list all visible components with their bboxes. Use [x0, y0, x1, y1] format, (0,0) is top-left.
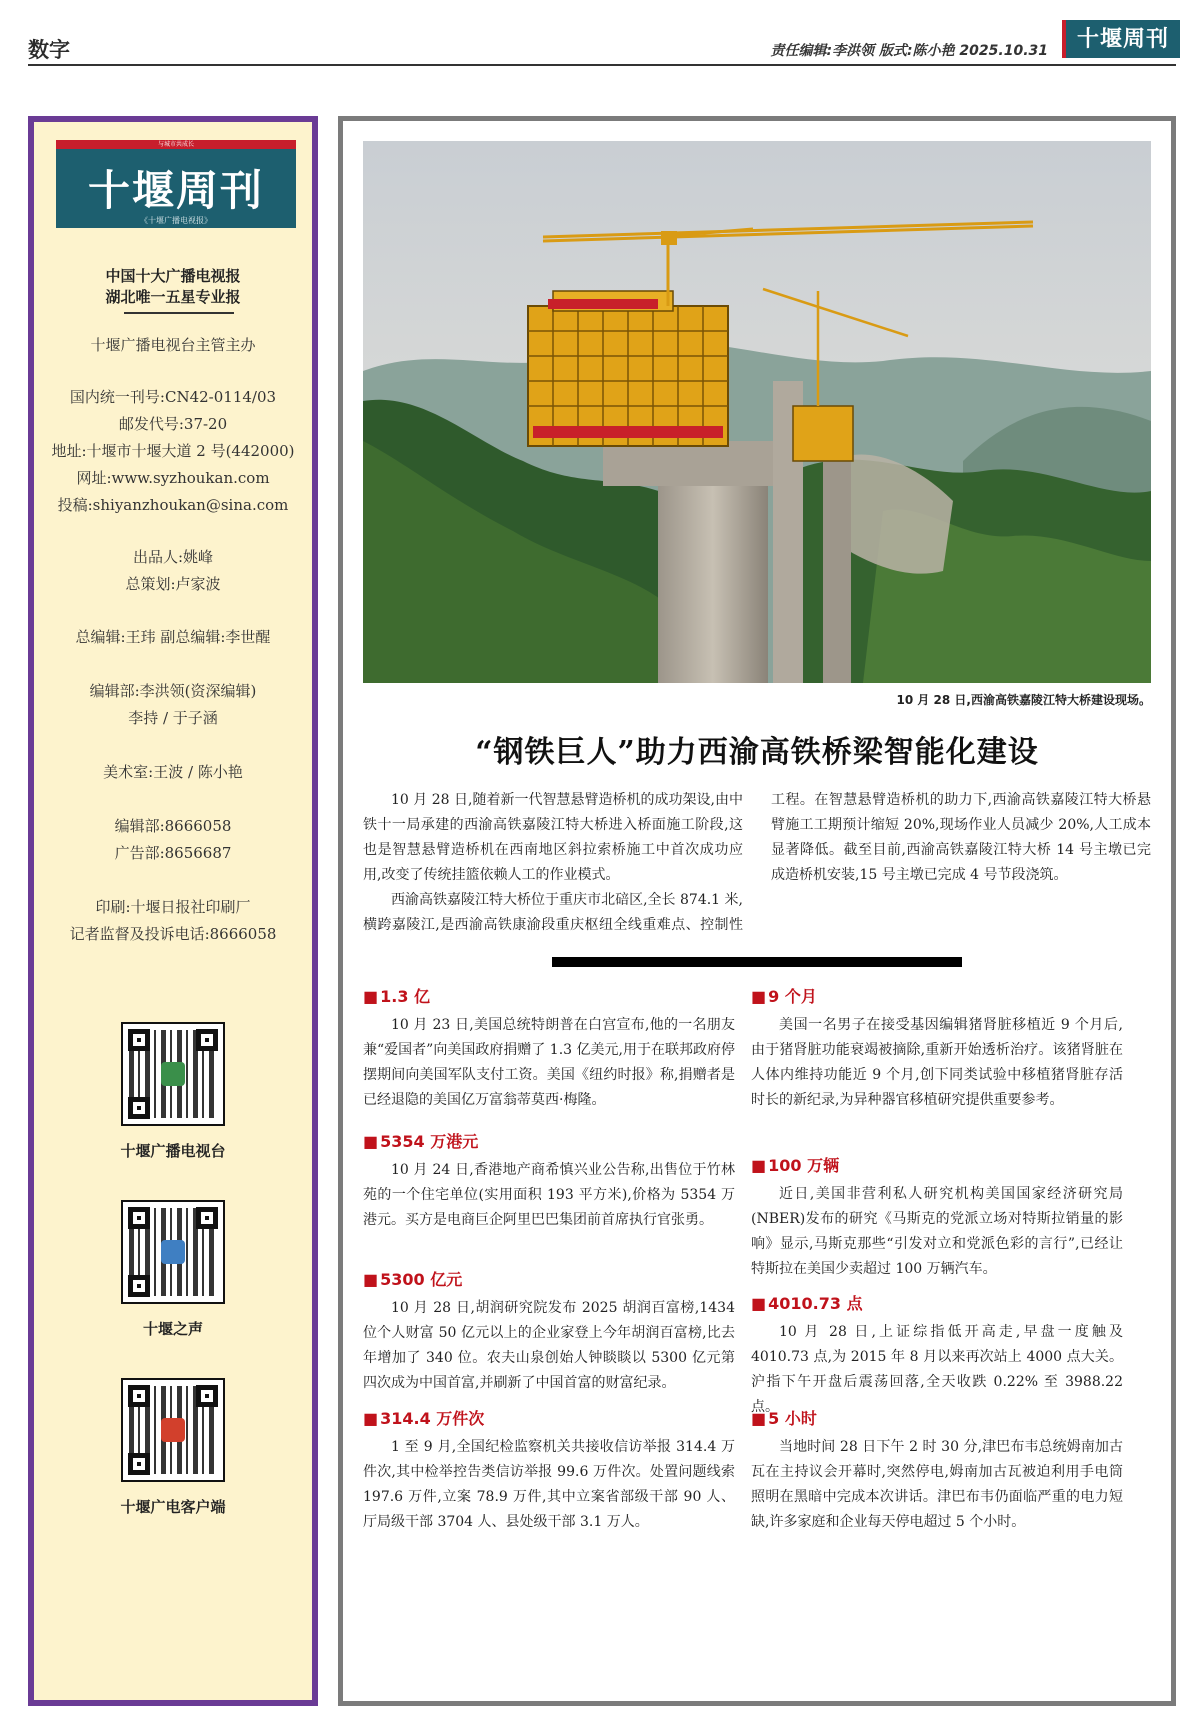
sponsor-line: 十堰广播电视台主管主办 — [90, 336, 256, 354]
masthead-logo — [56, 140, 296, 228]
qr-label: 十堰广播电视台 — [120, 1142, 226, 1160]
news-body: 近日,美国非营利私人研究机构美国国家经济研究局(NBER)发布的研究《马斯克的党派立场对特斯拉销量的影响》显示,马斯克那些“引发对立和党派色彩的言行”,已经让特斯拉在美国少卖超过 100 万辆汽车。 — [751, 1186, 1123, 1277]
news-body: 美国一名男子在接受基因编辑猪肾脏移植近 9 个月后,由于猪肾脏功能衰竭被摘除,重新开始透析治疗。该猪肾脏在人体内维持功能近 9 个月,创下同类试验中移植猪肾脏存活时长的新纪录,为异种器官移植研究提供重要参考。 — [751, 1017, 1123, 1108]
main-panel — [338, 116, 1176, 1706]
news-item — [363, 984, 735, 1113]
bridge-photo — [363, 141, 1151, 683]
publication-number: 国内统一刊号:CN42-0114/03 — [69, 388, 277, 406]
news-item — [751, 1153, 1123, 1282]
producer: 出品人:姚峰 — [132, 548, 214, 566]
website: 网址:www.syzhoukan.com — [76, 469, 270, 487]
advertising-phone: 广告部:8656687 — [114, 844, 232, 862]
news-headline: ■ 314.4 万件次 — [363, 1406, 735, 1431]
header-rule — [28, 64, 1176, 66]
news-item — [363, 1129, 735, 1233]
station-logo-icon — [161, 1062, 185, 1086]
editorial-dept: 编辑部:李洪领(资深编辑) — [89, 682, 257, 700]
qr-code-icon[interactable] — [121, 1022, 225, 1126]
news-headline: ■ 100 万辆 — [751, 1153, 1123, 1178]
slogan-line-2: 湖北唯一五星专业报 — [105, 288, 241, 306]
qr-label: 十堰之声 — [142, 1320, 203, 1338]
photo-caption: 10 月 28 日,西渝高铁嘉陵江特大桥建设现场。 — [896, 693, 1151, 707]
art-room: 美术室:王波 / 陈小艳 — [103, 763, 243, 781]
radio-logo-icon — [161, 1240, 185, 1264]
news-body: 10 月 24 日,香港地产商希慎兴业公告称,出售位于竹林苑的一个住宅单位(实用面积 193 平方米),价格为 5354 万港元。买方是电商巨企阿里巴巴集团前首席执行官张勇。 — [363, 1162, 735, 1228]
news-headline: ■ 4010.73 点 — [751, 1291, 1123, 1316]
qr-label: 十堰广电客户端 — [120, 1498, 226, 1516]
section-title: 数字 — [28, 38, 70, 62]
editor-credits: 责任编辑:李洪领 版式:陈小艳 2025.10.31 — [770, 43, 1048, 59]
news-headline: ■ 5300 亿元 — [363, 1267, 735, 1292]
qr-tv-station[interactable] — [34, 1022, 312, 1161]
submission-email: 投稿:shiyanzhoukan@sina.com — [57, 496, 289, 514]
news-item — [751, 1291, 1123, 1420]
slogan-divider — [124, 312, 234, 314]
printer: 印刷:十堰日报社印刷厂 — [95, 898, 251, 916]
editorial-phone: 编辑部:8666058 — [114, 817, 232, 835]
news-item — [751, 984, 1123, 1113]
editorial-staff: 李持 / 于子涵 — [128, 709, 218, 727]
slogan-line-1: 中国十大广播电视报 — [105, 267, 241, 285]
postal-code: 邮发代号:37-20 — [118, 415, 228, 433]
editor-in-chief: 总编辑:王玮 副总编辑:李世醒 — [75, 628, 271, 646]
news-headline: ■ 5 小时 — [751, 1406, 1123, 1431]
feature-paragraph: 10 月 28 日,随着新一代智慧悬臂造桥机的成功架设,由中铁十一局承建的西渝高铁嘉陵江特大桥进入桥面施工阶段,这也是智慧悬臂造桥机在西南地区斜拉索桥施工中首次成功应用,改变了传统挂篮依赖人工的作业模式。 — [363, 792, 743, 883]
qr-radio[interactable] — [34, 1200, 312, 1339]
news-headline: ■ 9 个月 — [751, 984, 1123, 1009]
slogan — [34, 266, 312, 308]
masthead-subtitle: 《十堰广播电视报》 — [140, 216, 212, 225]
feature-paragraph: 西渝高铁嘉陵江特大桥位于重庆市北碚区,全长 874.1 米,横跨嘉陵江,是西渝高铁康渝段重庆枢纽全线重难点、控制性工程。在智慧悬臂造桥机的助力下,西渝高铁嘉陵江特大桥悬臂施工工期预计缩短 20%,现场作业人员减少 20%,人工成本显著降低。截至目前,西渝高铁嘉陵江特大桥 14 号主墩已完成造桥机安装,15 号主墩已完成 4 号节段浇筑。 — [363, 792, 1151, 933]
header-logo: 十堰周刊 — [1062, 20, 1180, 58]
section-divider — [552, 957, 962, 967]
news-body: 1 至 9 月,全国纪检监察机关共接收信访举报 314.4 万件次,其中检举控告类信访举报 99.6 万件次。处置问题线索 197.6 万件,立案 78.9 万件,其中立案省部级干部 90 人、厅局级干部 3704 人、县处级干部 3.1 万人。 — [363, 1439, 735, 1530]
feature-headline: “钢铁巨人”助力西渝高铁桥梁智能化建设 — [475, 735, 1039, 770]
qr-app[interactable] — [34, 1378, 312, 1517]
news-headline: ■ 5354 万港元 — [363, 1129, 735, 1154]
address: 地址:十堰市十堰大道 2 号(442000) — [51, 442, 295, 460]
qr-code-icon[interactable] — [121, 1378, 225, 1482]
masthead-sidebar — [28, 116, 318, 1706]
news-item — [363, 1267, 735, 1396]
masthead-name: 十堰周刊 — [87, 166, 264, 215]
chief-planner: 总策划:卢家波 — [125, 575, 221, 593]
qr-code-icon[interactable] — [121, 1200, 225, 1304]
news-headline: ■ 1.3 亿 — [363, 984, 735, 1009]
feature-body — [363, 788, 1151, 938]
news-item — [363, 1406, 735, 1535]
masthead-strap: 与城市共成长 — [157, 141, 194, 148]
complaint-phone: 记者监督及投诉电话:8666058 — [69, 925, 277, 943]
news-body: 10 月 23 日,美国总统特朗普在白宫宣布,他的一名朋友兼“爱国者”向美国政府捐赠了 1.3 亿美元,用于在联邦政府停摆期间向美国军队支付工资。美国《纽约时报》称,捐赠者是已经退隐的美国亿万富翁蒂莫西·梅隆。 — [363, 1017, 735, 1108]
news-body: 10 月 28 日,上证综指低开高走,早盘一度触及 4010.73 点,为 2015 年 8 月以来再次站上 4000 点大关。沪指下午开盘后震荡回落,全天收跌 0.22% 至 3988.22 点。 — [751, 1324, 1123, 1415]
news-body: 当地时间 28 日下午 2 时 30 分,津巴布韦总统姆南加古瓦在主持议会开幕时,突然停电,姆南加古瓦被迫利用手电筒照明在黑暗中完成本次讲话。津巴布韦仍面临严重的电力短缺,许多家庭和企业每天停电超过 5 个小时。 — [751, 1439, 1123, 1530]
news-item — [751, 1406, 1123, 1535]
news-body: 10 月 28 日,胡润研究院发布 2025 胡润百富榜,1434 位个人财富 50 亿元以上的企业家登上今年胡润百富榜,比去年增加了 340 位。农夫山泉创始人钟睒睒以 5300 亿元第四次成为中国首富,并刷新了中国首富的财富纪录。 — [363, 1300, 735, 1391]
app-logo-icon — [161, 1418, 185, 1442]
